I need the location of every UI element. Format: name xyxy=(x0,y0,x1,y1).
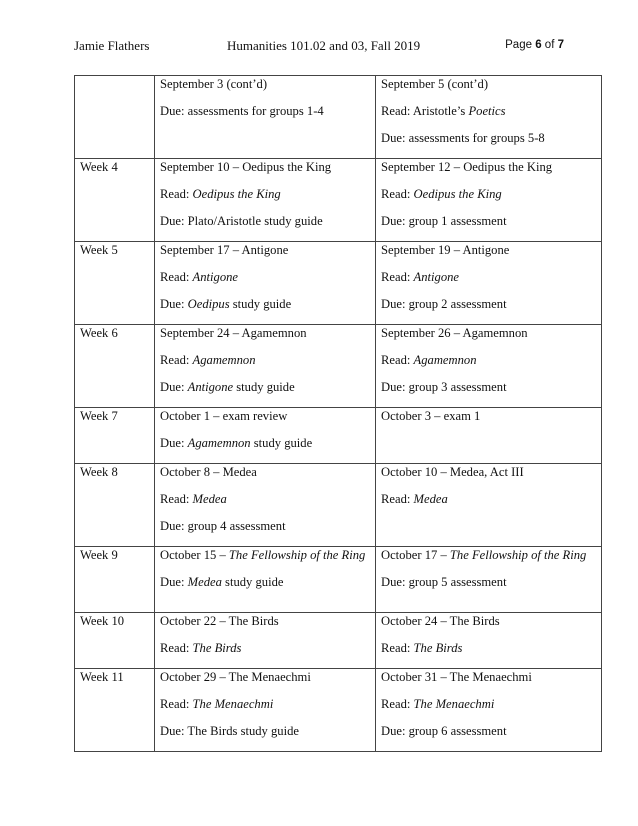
italic-title: Medea xyxy=(413,492,448,506)
week-label xyxy=(80,76,149,104)
week-label: Week 6 xyxy=(80,326,118,340)
line-text: September 19 – Antigone xyxy=(381,243,510,257)
schedule-line xyxy=(160,187,370,214)
schedule-line xyxy=(381,353,596,380)
week-label: Week 4 xyxy=(80,160,118,174)
page-number xyxy=(505,39,564,51)
line-text: October 1 – exam review xyxy=(160,409,288,423)
line-text: Due: Plato/Aristotle study guide xyxy=(160,214,323,228)
week-cell xyxy=(75,464,155,547)
week-cell xyxy=(75,242,155,325)
week-cell xyxy=(75,159,155,242)
italic-title: Antigone xyxy=(192,270,238,284)
week-label: Week 9 xyxy=(80,548,118,562)
line-text: Due: group 5 assessment xyxy=(381,575,507,589)
line-text: Read: xyxy=(381,492,414,506)
schedule-line xyxy=(160,353,370,380)
first-class-cell xyxy=(155,325,376,408)
schedule-line xyxy=(160,436,370,463)
schedule-line xyxy=(381,670,596,697)
line-text: Read: Aristotle’s xyxy=(381,104,469,118)
schedule-line xyxy=(160,243,370,270)
week-cell xyxy=(75,76,155,159)
schedule-line xyxy=(381,214,596,241)
italic-title: The Fellowship of the Ring xyxy=(228,548,366,562)
line-text: Read: xyxy=(381,187,414,201)
page-of: of xyxy=(544,39,555,51)
italic-title: The Menaechmi xyxy=(192,697,274,711)
schedule-line xyxy=(381,641,596,668)
schedule-line xyxy=(381,575,596,602)
line-text: study guide xyxy=(229,297,292,311)
week-label: Week 5 xyxy=(80,243,118,257)
author-name: Jamie Flathers xyxy=(74,38,150,53)
first-class-cell xyxy=(155,408,376,464)
italic-title: Agamemnon xyxy=(413,353,477,367)
line-text: Read: xyxy=(381,697,414,711)
schedule-line xyxy=(381,160,596,187)
schedule-line xyxy=(160,326,370,353)
week-label: Week 10 xyxy=(80,614,125,628)
italic-title: The Fellowship of the Ring xyxy=(449,548,587,562)
second-class-cell xyxy=(376,408,602,464)
second-class-cell xyxy=(376,76,602,159)
line-text: October 17 – xyxy=(381,548,450,562)
italic-title: The Birds xyxy=(192,641,242,655)
italic-title: Agamemnon xyxy=(192,353,256,367)
schedule-line xyxy=(160,697,370,724)
line-text: Due: group 1 assessment xyxy=(381,214,507,228)
line-text: October 31 – The Menaechmi xyxy=(381,670,532,684)
line-text: Due: group 3 assessment xyxy=(381,380,507,394)
schedule-line xyxy=(160,641,370,668)
line-text: September 17 – Antigone xyxy=(160,243,289,257)
line-text: October 29 – The Menaechmi xyxy=(160,670,311,684)
page-current: 6 xyxy=(535,39,542,51)
first-class-cell xyxy=(155,669,376,752)
second-class-cell xyxy=(376,613,602,669)
week-cell xyxy=(75,325,155,408)
second-class-cell xyxy=(376,547,602,613)
second-class-cell xyxy=(376,669,602,752)
italic-title: Oedipus xyxy=(187,297,230,311)
line-text: Read: xyxy=(160,641,193,655)
line-text: September 26 – Agamemnon xyxy=(381,326,528,340)
week-label: Week 8 xyxy=(80,465,118,479)
course-title: Humanities 101.02 and 03, Fall 2019 xyxy=(227,38,421,53)
week-cell xyxy=(75,613,155,669)
schedule-line xyxy=(381,243,596,270)
schedule-line xyxy=(160,77,370,104)
line-text: Due: assessments for groups 5-8 xyxy=(381,131,545,145)
first-class-cell xyxy=(155,76,376,159)
italic-title: Oedipus the King xyxy=(413,187,502,201)
schedule-row xyxy=(75,613,602,669)
schedule-line xyxy=(160,160,370,187)
week-cell xyxy=(75,408,155,464)
page-header xyxy=(74,38,564,56)
line-text: October 15 – xyxy=(160,548,229,562)
line-text: Read: xyxy=(160,492,193,506)
schedule-line xyxy=(160,104,370,131)
line-text: Due: xyxy=(160,436,188,450)
line-text: Due: The Birds study guide xyxy=(160,724,299,738)
italic-title: The Birds xyxy=(413,641,463,655)
page-total: 7 xyxy=(557,39,564,51)
schedule-line xyxy=(160,409,370,436)
schedule-line xyxy=(381,724,596,751)
schedule-row xyxy=(75,325,602,408)
line-text: Read: xyxy=(160,697,193,711)
line-text: October 10 – Medea, Act III xyxy=(381,465,524,479)
first-class-cell xyxy=(155,242,376,325)
italic-title: Oedipus the King xyxy=(192,187,281,201)
line-text: study guide xyxy=(250,436,313,450)
first-class-cell xyxy=(155,613,376,669)
schedule-line xyxy=(381,77,596,104)
schedule-body xyxy=(75,76,602,752)
line-text: October 3 – exam 1 xyxy=(381,409,481,423)
line-text: study guide xyxy=(221,575,284,589)
line-text: September 12 – Oedipus the King xyxy=(381,160,553,174)
line-text: study guide xyxy=(233,380,295,394)
line-text: Read: xyxy=(381,641,414,655)
schedule-line xyxy=(381,380,596,407)
schedule-line xyxy=(381,104,596,131)
schedule-line xyxy=(381,187,596,214)
schedule-line xyxy=(160,548,370,575)
line-text: Read: xyxy=(381,353,414,367)
italic-title: Medea xyxy=(187,575,222,589)
schedule-line xyxy=(160,614,370,641)
schedule-row xyxy=(75,159,602,242)
schedule-row xyxy=(75,464,602,547)
second-class-cell xyxy=(376,159,602,242)
schedule-row xyxy=(75,76,602,159)
line-text: Due: xyxy=(160,575,188,589)
line-text: Due: assessments for groups 1-4 xyxy=(160,104,324,118)
first-class-cell xyxy=(155,464,376,547)
week-label: Week 11 xyxy=(80,670,124,684)
italic-title: Agamemnon xyxy=(187,436,251,450)
schedule-line xyxy=(160,724,370,751)
schedule-line xyxy=(160,270,370,297)
line-text: September 24 – Agamemnon xyxy=(160,326,307,340)
schedule-line xyxy=(160,214,370,241)
schedule-table xyxy=(74,75,602,752)
line-text: Read: xyxy=(160,270,193,284)
line-text: Due: group 6 assessment xyxy=(381,724,507,738)
page-word: Page xyxy=(505,39,532,51)
italic-title: The Menaechmi xyxy=(413,697,495,711)
second-class-cell xyxy=(376,242,602,325)
schedule-line xyxy=(381,131,596,158)
line-text: Due: xyxy=(160,380,188,394)
italic-title: Antigone xyxy=(187,380,234,394)
schedule-row xyxy=(75,547,602,613)
schedule-line xyxy=(381,270,596,297)
schedule-line xyxy=(381,326,596,353)
schedule-line xyxy=(160,465,370,492)
italic-title: Antigone xyxy=(413,270,459,284)
week-cell xyxy=(75,547,155,613)
second-class-cell xyxy=(376,464,602,547)
schedule-line xyxy=(381,614,596,641)
line-text: September 3 (cont’d) xyxy=(160,77,268,91)
line-text: September 5 (cont’d) xyxy=(381,77,489,91)
line-text: September 10 – Oedipus the King xyxy=(160,160,332,174)
schedule-line xyxy=(381,297,596,324)
line-text: October 24 – The Birds xyxy=(381,614,500,628)
line-text: October 22 – The Birds xyxy=(160,614,279,628)
schedule-line xyxy=(381,409,596,436)
line-text: October 8 – Medea xyxy=(160,465,257,479)
first-class-cell xyxy=(155,547,376,613)
schedule-row xyxy=(75,408,602,464)
line-text: Read: xyxy=(381,270,414,284)
italic-title: Medea xyxy=(192,492,227,506)
schedule-line xyxy=(160,519,370,546)
schedule-line xyxy=(160,492,370,519)
italic-title: Poetics xyxy=(468,104,506,118)
line-text: Read: xyxy=(160,187,193,201)
first-class-cell xyxy=(155,159,376,242)
schedule-line xyxy=(381,548,596,575)
schedule-row xyxy=(75,242,602,325)
schedule-line xyxy=(381,465,596,492)
line-text: Read: xyxy=(160,353,193,367)
schedule-line xyxy=(381,492,596,519)
schedule-line xyxy=(160,297,370,324)
line-text: Due: xyxy=(160,297,188,311)
schedule-line xyxy=(160,575,370,602)
line-text: Due: group 2 assessment xyxy=(381,297,507,311)
week-cell xyxy=(75,669,155,752)
line-text: Due: group 4 assessment xyxy=(160,519,286,533)
schedule-row xyxy=(75,669,602,752)
schedule-line xyxy=(381,697,596,724)
schedule-line xyxy=(160,380,370,407)
schedule-line xyxy=(160,670,370,697)
week-label: Week 7 xyxy=(80,409,118,423)
second-class-cell xyxy=(376,325,602,408)
